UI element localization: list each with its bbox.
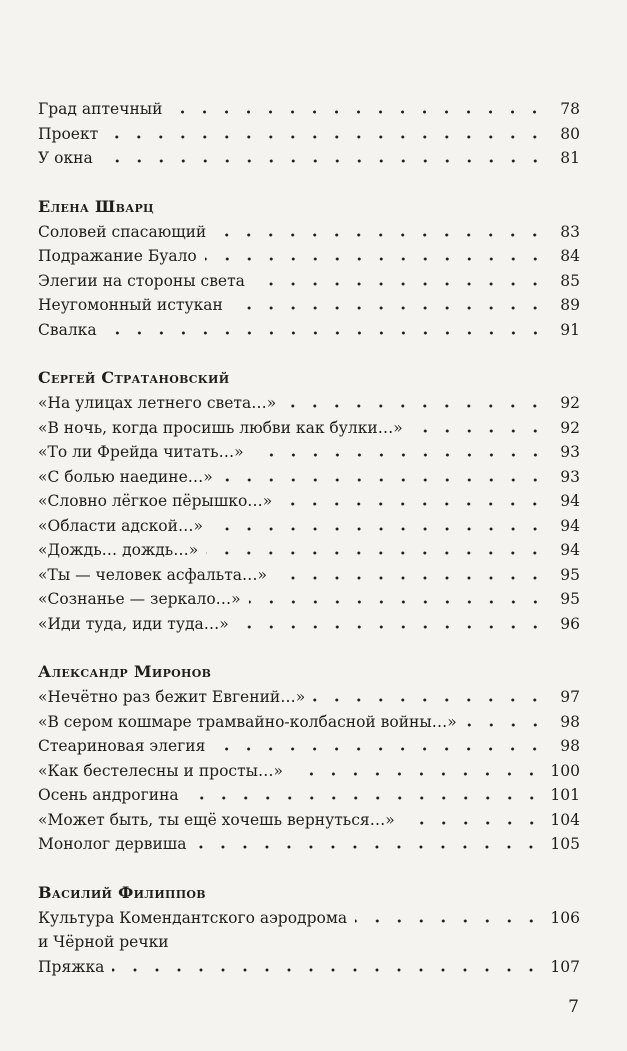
dot-leader	[170, 110, 546, 114]
dot-leader	[106, 135, 546, 139]
entry-title: «В ночь, когда просишь любви как булки…»	[38, 418, 403, 437]
toc-entry	[38, 416, 580, 441]
toc-entry	[38, 832, 580, 857]
entry-page: 78	[560, 100, 580, 118]
dot-leader	[252, 453, 546, 457]
dot-leader	[275, 576, 546, 580]
toc-entry	[38, 563, 580, 588]
dot-leader	[101, 159, 546, 163]
toc-entry	[38, 391, 580, 416]
entry-title: «Как бестелесны и просты…»	[38, 761, 283, 780]
toc-entry	[38, 514, 580, 539]
entry-title: «Сознанье — зеркало…»	[38, 590, 241, 608]
entry-page: 101	[550, 786, 580, 804]
entry-title: Стеариновая элегия	[38, 737, 206, 755]
toc-entry	[38, 906, 580, 955]
entry-page: 94	[560, 541, 580, 559]
dot-leader	[213, 747, 546, 751]
toc-entry	[38, 783, 580, 808]
toc-entry	[38, 122, 580, 147]
entry-title: «Области адской…»	[38, 516, 203, 535]
entry-page: 85	[560, 271, 580, 290]
entry-title: Осень андрогина	[38, 786, 179, 804]
entry-page: 95	[560, 590, 580, 608]
dot-leader	[249, 600, 546, 604]
toc-entry	[38, 293, 580, 318]
dot-leader	[221, 478, 546, 482]
entry-page: 106	[550, 908, 580, 927]
entry-page: 92	[560, 418, 580, 437]
dot-leader	[112, 968, 542, 972]
toc-entry	[38, 489, 580, 514]
table-of-contents	[38, 97, 580, 1003]
entry-title: «Ты — человек асфальта…»	[38, 565, 268, 584]
toc-section	[38, 366, 580, 636]
entry-page: 105	[550, 835, 580, 853]
page-number: 7	[568, 997, 579, 1017]
entry-page: 89	[560, 296, 580, 314]
entry-title: «На улицах летнего света…»	[38, 394, 277, 412]
dot-leader	[211, 527, 546, 531]
toc-entry	[38, 318, 580, 343]
entry-title: Подражание Буало	[38, 247, 197, 265]
dot-leader	[187, 796, 543, 800]
entry-title: Град аптечный	[38, 100, 163, 118]
author-heading: Василий Филиппов	[38, 882, 206, 902]
entry-page: 81	[560, 149, 580, 167]
toc-section	[38, 881, 580, 980]
dot-leader	[313, 698, 546, 702]
toc-entry	[38, 146, 580, 171]
toc-entry	[38, 955, 580, 980]
dot-leader	[403, 821, 543, 825]
entry-page: 93	[560, 443, 580, 461]
entry-page: 92	[560, 394, 580, 412]
toc-entry	[38, 734, 580, 759]
entry-title: Монолог дервиша	[38, 835, 187, 853]
entry-page: 97	[560, 688, 580, 706]
toc-entry	[38, 587, 580, 612]
toc-entry	[38, 759, 580, 784]
dot-leader	[291, 772, 542, 776]
entry-title: Проект	[38, 124, 99, 143]
entry-page: 96	[560, 614, 580, 633]
entry-title: «Может быть, ты ещё хочешь вернуться…»	[38, 810, 395, 829]
toc-entry	[38, 440, 580, 465]
entry-page: 107	[550, 957, 580, 976]
dot-leader	[411, 429, 546, 433]
entry-title: Элегии на стороны света	[38, 271, 245, 290]
toc-entry	[38, 685, 580, 710]
toc-entry	[38, 538, 580, 563]
toc-section	[38, 660, 580, 857]
entry-title: «То ли Фрейда читать…»	[38, 443, 244, 461]
dot-leader	[355, 919, 542, 923]
entry-title: «В сером кошмаре трамвайно-колбасной войны…»	[38, 712, 457, 731]
entry-page: 95	[560, 565, 580, 584]
entry-title: «С болью наедине…»	[38, 467, 213, 486]
entry-page: 93	[560, 467, 580, 486]
toc-entry	[38, 710, 580, 735]
entry-page: 84	[560, 247, 580, 265]
dot-leader	[280, 502, 546, 506]
dot-leader	[214, 233, 546, 237]
entry-page: 104	[550, 810, 580, 829]
entry-title: «Иди туда, иди туда…»	[38, 614, 229, 633]
toc-section	[38, 195, 580, 343]
entry-title: Соловей спасающий	[38, 222, 207, 241]
entry-page: 98	[560, 737, 580, 755]
dot-leader	[231, 306, 546, 310]
entry-page: 94	[560, 492, 580, 510]
toc-entry	[38, 808, 580, 833]
toc-entry	[38, 220, 580, 245]
entry-title: «Нечётно раз бежит Евгений…»	[38, 688, 306, 706]
entry-page: 100	[550, 761, 580, 780]
entry-title: Пряжка	[38, 957, 105, 976]
entry-page: 98	[560, 712, 580, 731]
author-heading: Елена Шварц	[38, 196, 154, 216]
toc-entry	[38, 465, 580, 490]
dot-leader	[465, 723, 546, 727]
entry-title: Неугомонный истукан	[38, 296, 223, 314]
dot-leader	[194, 845, 542, 849]
dot-leader	[105, 331, 546, 335]
author-heading: Александр Миронов	[38, 662, 212, 681]
entry-page: 83	[560, 222, 580, 241]
entry-page: 91	[560, 320, 580, 339]
entry-title: Культура Комендантского аэродрома и Чёрной речки	[38, 908, 348, 951]
entry-title: «Словно лёгкое пёрышко…»	[38, 492, 273, 510]
dot-leader	[284, 404, 546, 408]
toc-section	[38, 97, 580, 171]
dot-leader	[237, 625, 546, 629]
entry-title: У окна	[38, 149, 93, 167]
dot-leader	[253, 282, 546, 286]
entry-page: 80	[560, 124, 580, 143]
entry-title: Свалка	[38, 320, 97, 339]
entry-title: «Дождь… дождь…»	[38, 541, 199, 559]
toc-entry	[38, 269, 580, 294]
toc-entry	[38, 612, 580, 637]
entry-page: 94	[560, 516, 580, 535]
dot-leader	[206, 551, 546, 555]
toc-entry	[38, 244, 580, 269]
dot-leader	[205, 257, 546, 261]
toc-entry	[38, 97, 580, 122]
author-heading: Сергей Стратановский	[38, 368, 230, 387]
